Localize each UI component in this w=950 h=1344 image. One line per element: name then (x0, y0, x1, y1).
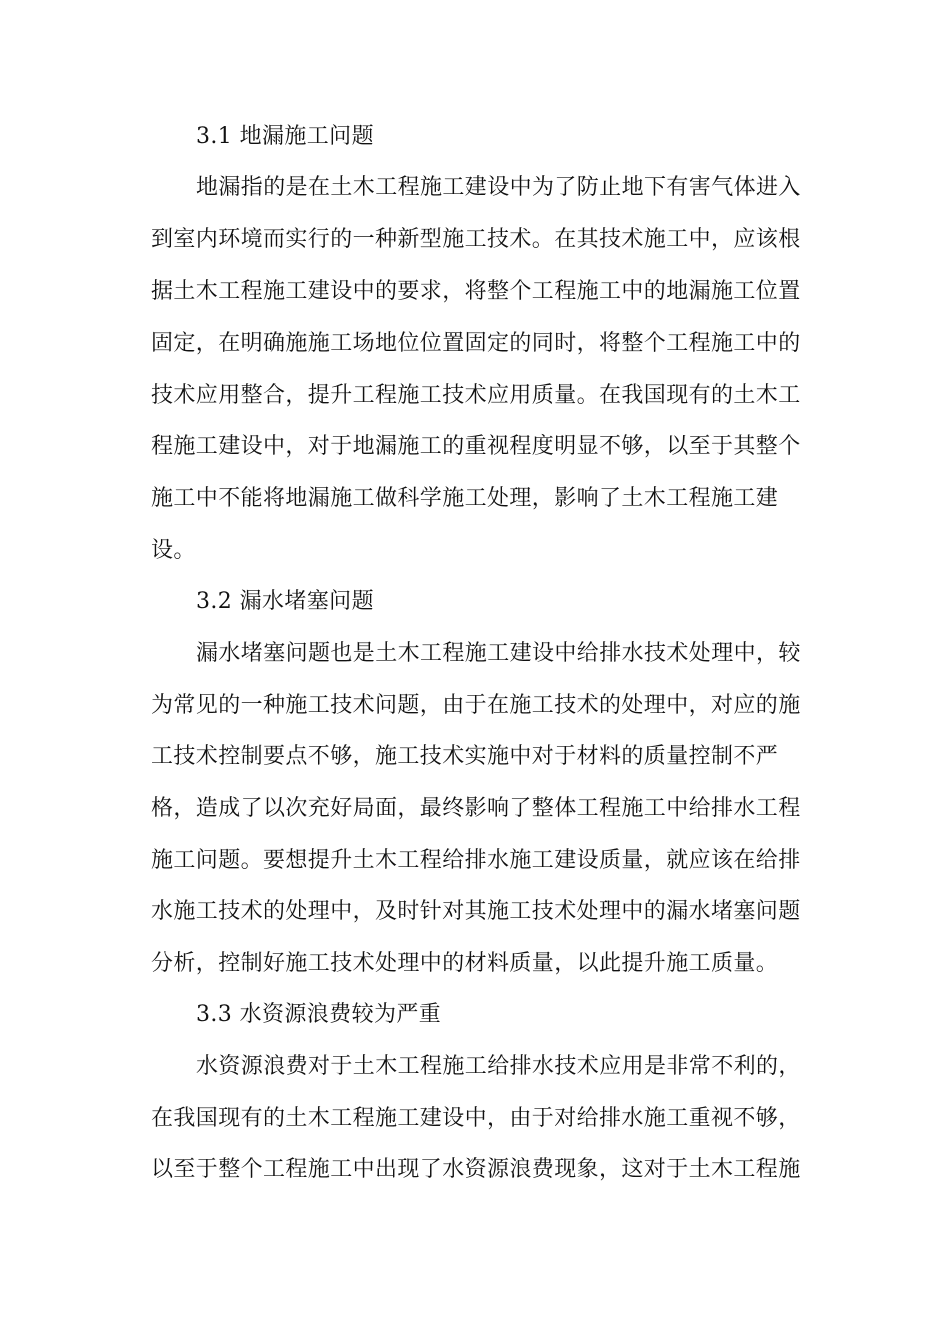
paragraph-line: 固定，在明确施施工场地位位置固定的同时，将整个工程施工中的 (151, 331, 801, 356)
section-heading: 3.3 水资源浪费较为严重 (196, 1002, 442, 1027)
paragraph-line: 工技术控制要点不够，施工技术实施中对于材料的质量控制不严 (151, 744, 779, 769)
paragraph-line: 到室内环境而实行的一种新型施工技术。在其技术施工中，应该根 (151, 227, 801, 252)
paragraph-line: 施工中不能将地漏施工做科学施工处理，影响了土木工程施工建 (151, 486, 779, 511)
paragraph-line: 水施工技术的处理中，及时针对其施工技术处理中的漏水堵塞问题 (151, 899, 801, 924)
section-heading: 3.2 漏水堵塞问题 (196, 589, 374, 614)
paragraph-line: 格，造成了以次充好局面，最终影响了整体工程施工中给排水工程 (151, 796, 801, 821)
paragraph-line: 以至于整个工程施工中出现了水资源浪费现象，这对于土木工程施 (151, 1157, 801, 1182)
section-heading: 3.1 地漏施工问题 (196, 124, 374, 149)
paragraph-line: 设。 (151, 538, 196, 563)
paragraph-line: 漏水堵塞问题也是土木工程施工建设中给排水技术处理中，较 (196, 641, 801, 666)
paragraph-line: 程施工建设中，对于地漏施工的重视程度明显不够，以至于其整个 (151, 434, 801, 459)
paragraph-line: 在我国现有的土木工程施工建设中，由于对给排水施工重视不够， (151, 1106, 801, 1131)
paragraph-line: 技术应用整合，提升工程施工技术应用质量。在我国现有的土木工 (151, 383, 801, 408)
paragraph-line: 地漏指的是在土木工程施工建设中为了防止地下有害气体进入 (196, 175, 801, 200)
paragraph-line: 为常见的一种施工技术问题，由于在施工技术的处理中，对应的施 (151, 693, 801, 718)
paragraph-line: 施工问题。要想提升土木工程给排水施工建设质量，就应该在给排 (151, 848, 801, 873)
paragraph-line: 据土木工程施工建设中的要求，将整个工程施工中的地漏施工位置 (151, 279, 801, 304)
paragraph-line: 分析，控制好施工技术处理中的材料质量，以此提升施工质量。 (151, 951, 779, 976)
paragraph-line: 水资源浪费对于土木工程施工给排水技术应用是非常不利的， (196, 1054, 801, 1079)
